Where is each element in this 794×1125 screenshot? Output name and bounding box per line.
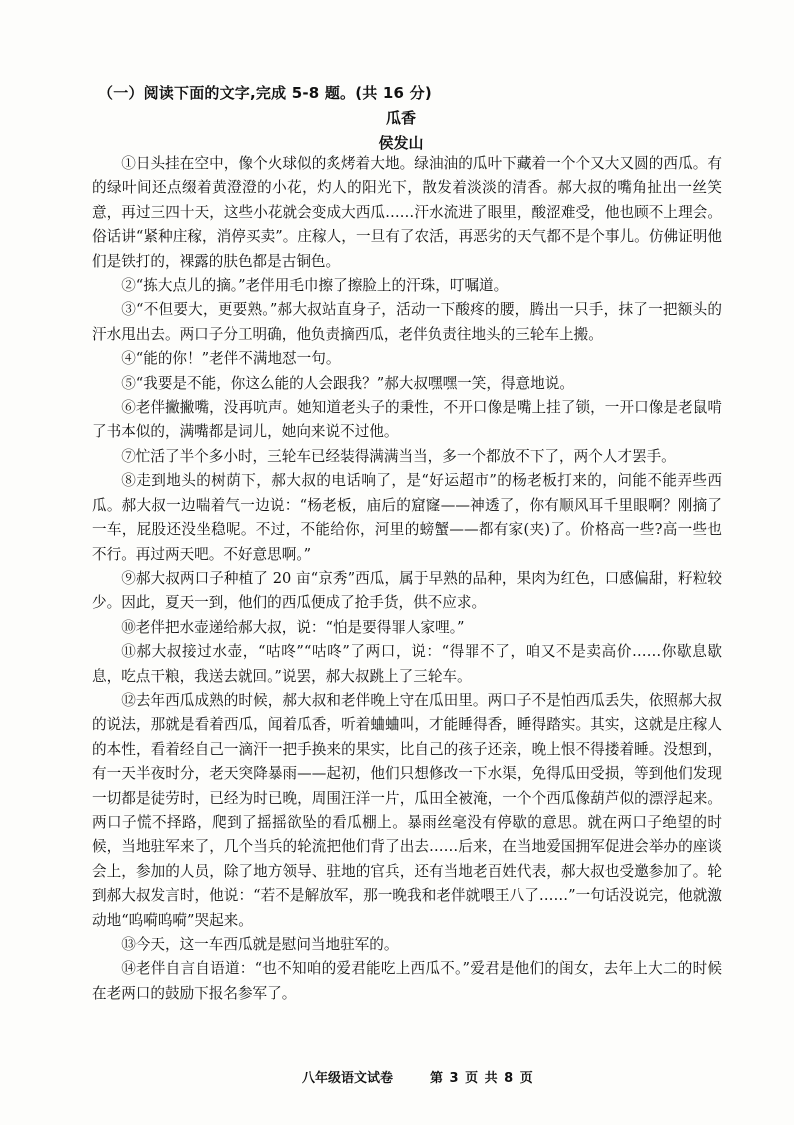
- paragraph-3: ③“不但要大，更要熟。”郝大叔站直身子，活动一下酸疼的腰，腾出一只手，抹了一把额头的汗水甩出去。两口子分工明确，他负责摘西瓜，老伴负责往地头的三轮车上搬。: [92, 301, 722, 343]
- paragraph-6: ⑥老伴撇撇嘴，没再吭声。她知道老头子的秉性，不开口像是嘴上挂了锁，一开口像是老鼠啃了书本似的，满嘴都是词儿，她向来说不过他。: [92, 399, 722, 441]
- exam-name: 八年级语文试卷: [302, 1071, 394, 1086]
- paragraph-7: ⑦忙活了半个多小时，三轮车已经装得满满当当，多一个都放不下了，两个人才罢手。: [121, 447, 676, 465]
- paragraph-5: ⑤“我要是不能，你这么能的人会跟我？”郝大叔嘿嘿一笑，得意地说。: [121, 374, 574, 392]
- paragraph-9: ⑨郝大叔两口子种植了 20 亩“京秀”西瓜，属于早熟的品种，果肉为红色，口感偏甜，籽粒较少。因此，夏天一到，他们的西瓜便成了抢手货，供不应求。: [92, 569, 722, 612]
- article-body: [92, 152, 722, 1006]
- paragraph-8: ⑧走到地头的树荫下，郝大叔的电话响了，是“好运超市”的杨老板打来的，问能不能弄些西瓜。郝大叔一边喘着气一边说：“杨老板，庙后的窟窿——神透了，你有顺风耳千里眼啊？刚摘了一车，屁股还没坐稳呢。不过，不能给你，河里的螃蟹——都有家(夹)了。价格高一些?高一些也不行。再过两天吧。不好意思啊。”: [92, 472, 722, 563]
- paragraph-4: ④“能的你！”老伴不满地怼一句。: [121, 350, 341, 368]
- paragraph-13: ⑬今天，这一车西瓜就是慰问当地驻军的。: [121, 936, 399, 953]
- paragraph-1: ①日头挂在空中，像个火球似的炙烤着大地。绿油油的瓜叶下藏着一个个又大又圆的西瓜。有的绿叶间还点缀着黄澄澄的小花，灼人的阳光下，散发着淡淡的清香。郝大叔的嘴角扯出一丝笑意，再过三四十天，这些小花就会变成大西瓜……汗水流进了眼里，酸涩难受，他也顾不上理会。俗话讲“紧种庄稼，消停买卖”。庄稼人，一旦有了农活，再恶劣的天气都不是个事儿。仿佛证明他们是铁打的，裸露的肤色都是古铜色。: [92, 155, 722, 270]
- page-number: 第 3 页 共 8 页: [430, 1071, 534, 1086]
- section-header: （一）阅读下面的文字,完成 5-8 题。(共 16 分): [98, 84, 432, 102]
- paragraph-12: ⑫去年西瓜成熟的时候，郝大叔和老伴晚上守在瓜田里。两口子不是怕西瓜丢失，依照郝大叔的说法，那就是看着西瓜，闻着瓜香，听着蛐蛐叫，才能睡得香，睡得踏实。其实，这就是庄稼人的本性，看着经自己一滴汗一把手换来的果实，比自己的孩子还亲，晚上恨不得搂着睡。没想到，有一天半夜时分，老天突降暴雨——起初，他们只想修改一下水渠，免得瓜田受损，等到他们发现一切都是徒劳时，已经为时已晚，周围汪洋一片，瓜田全被淹，一个个西瓜像葫芦似的漂浮起来。两口子慌不择路，爬到了摇摇欲坠的看瓜棚上。暴雨丝毫没有停歇的意思。就在两口子绝望的时候，当地驻军来了，几个当兵的轮流把他们背了出去……后来，在当地爱国拥军促进会举办的座谈会上，参加的人员，除了地方领导、驻地的官兵，还有当地老百姓代表，郝大叔也受邀参加了。轮到郝大叔发言时，他说：“若不是解放军，那一晚我和老伴就喂王八了……”一句话没说完，他就激动地“呜嗬呜嗬”哭起来。: [92, 691, 722, 929]
- paragraph-11: ⑪郝大叔接过水壶，“咕咚”“咕咚”了两口，说：“得罪不了，咱又不是卖高价……你歇息歇息，吃点干粮，我送去就回。”说罢，郝大叔跳上了三轮车。: [92, 643, 722, 685]
- article-author: 侯发山: [378, 134, 424, 152]
- paragraph-14: ⑭老伴自言自语道：“也不知咱的爱君能吃上西瓜不。”爱君是他们的闺女，去年上大二的时候在老两口的鼓励下报名参军了。: [92, 960, 722, 1002]
- paragraph-10: ⑩老伴把水壶递给郝大叔，说：“怕是要得罪人家哩。”: [121, 618, 465, 636]
- article-title: 瓜香: [385, 109, 416, 127]
- paragraph-2: ②“拣大点儿的摘。”老伴用毛巾擦了擦脸上的汗珠，叮嘱道。: [121, 277, 509, 295]
